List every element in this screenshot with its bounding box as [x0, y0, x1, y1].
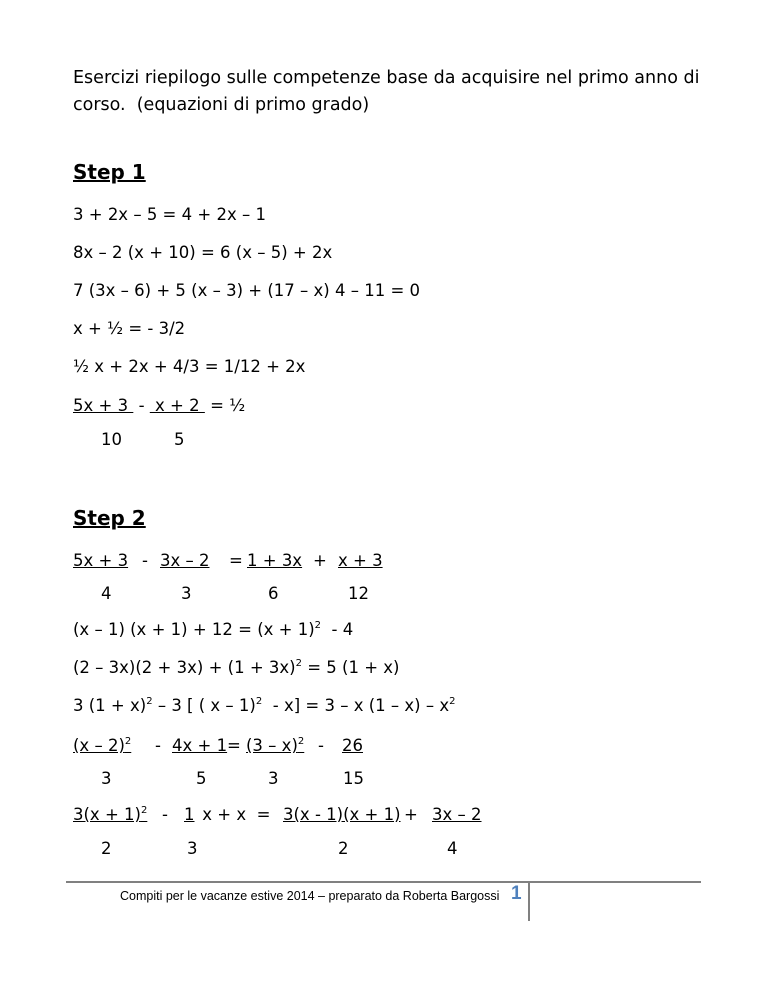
fraction-half: ½	[73, 357, 89, 376]
numerator: x + 3	[338, 551, 383, 570]
denominator: 2	[338, 839, 349, 858]
numerator: 26	[342, 736, 363, 755]
numerator: x + 2	[149, 396, 205, 415]
operator: +	[313, 551, 327, 570]
operator: -	[133, 396, 150, 415]
operator: -	[155, 736, 161, 755]
exponent: 2	[140, 805, 148, 816]
denominator: 5	[174, 430, 185, 449]
step2-equation-2	[73, 620, 353, 639]
exponent: 2	[297, 736, 305, 747]
exponent: 2	[146, 696, 153, 707]
numerator	[246, 736, 304, 755]
denominator: 10	[101, 430, 122, 449]
eq-text: x + x =	[197, 805, 271, 824]
eq-text: – 3 [ ( x – 1)	[152, 696, 256, 715]
equals-sign: =	[204, 396, 230, 415]
eq-text: - x] = 3 – x (1 – x) – x	[262, 696, 450, 715]
denominator: 2	[101, 839, 112, 858]
exponent: 2	[124, 736, 132, 747]
exponent: 2	[449, 696, 456, 707]
numerator: 5x + 3	[73, 396, 134, 415]
numerator: 4x + 1	[172, 736, 228, 755]
denominator: 4	[447, 839, 458, 858]
eq-text: (x – 2)	[73, 736, 125, 755]
footer-vertical-divider	[528, 881, 530, 921]
operator: -	[162, 805, 168, 824]
eq-text: (2 – 3x)(2 + 3x) + (1 + 3x)	[73, 658, 296, 677]
intro-line-1: Esercizi riepilogo sulle competenze base da acquisire nel primo anno di	[73, 68, 700, 88]
step1-equation-1: 3 + 2x – 5 = 4 + 2x – 1	[73, 205, 266, 224]
step1-equation-6	[73, 396, 245, 415]
eq-text: 3(x + 1)	[73, 805, 141, 824]
denominator: 3	[101, 769, 112, 788]
numerator	[73, 805, 147, 824]
denominator: 12	[348, 584, 369, 603]
step2-equation-3	[73, 658, 399, 677]
step1-equation-3: 7 (3x – 6) + 5 (x – 3) + (17 – x) 4 – 11 = 0	[73, 281, 421, 300]
numerator: 3(x - 1)(x + 1)	[283, 805, 401, 824]
eq-text: (x – 1) (x + 1) + 12 = (x + 1)	[73, 620, 315, 639]
denominator: 15	[343, 769, 364, 788]
step1-heading: Step 1	[73, 160, 146, 184]
numerator: 3x – 2	[160, 551, 210, 570]
fraction-half: ½	[229, 396, 246, 415]
numerator	[73, 736, 131, 755]
equals-sign: =	[227, 736, 241, 755]
step1-equation-2: 8x – 2 (x + 10) = 6 (x – 5) + 2x	[73, 243, 333, 262]
eq-text: = 5 (1 + x)	[301, 658, 400, 677]
numerator: 1	[184, 805, 195, 824]
step2-heading: Step 2	[73, 506, 146, 530]
fraction-half: ½	[107, 319, 124, 338]
footer-text: Compiti per le vacanze estive 2014 – preparato da Roberta Bargossi	[120, 889, 500, 903]
denominator: 3	[181, 584, 192, 603]
step1-equation-4	[73, 319, 185, 338]
numerator: 5x + 3	[73, 551, 129, 570]
eq-text: (3 – x)	[246, 736, 298, 755]
step2-equation-4	[73, 696, 455, 715]
exponent: 2	[255, 696, 263, 707]
intro-line-2: corso. (equazioni di primo grado)	[73, 95, 370, 115]
denominator: 4	[101, 584, 112, 603]
eq-text: = - 3/2	[123, 319, 186, 338]
step1-equation-5	[73, 357, 305, 376]
eq-text: x +	[73, 319, 108, 338]
eq-text: - 4	[321, 620, 354, 639]
exponent: 2	[314, 620, 322, 631]
eq-text: 3 (1 + x)	[73, 696, 147, 715]
denominator: 3	[187, 839, 198, 858]
denominator: 3	[268, 769, 279, 788]
denominator: 6	[268, 584, 279, 603]
eq-text: x + 2x + 4/3 = 1/12 + 2x	[89, 357, 306, 376]
numerator: 3x – 2	[432, 805, 482, 824]
numerator: 1 + 3x	[247, 551, 303, 570]
footer-divider	[66, 881, 701, 883]
exponent: 2	[295, 658, 302, 669]
denominator: 5	[196, 769, 207, 788]
operator: +	[404, 805, 418, 824]
operator: -	[142, 551, 148, 570]
equals-sign: =	[229, 551, 243, 570]
page-number: 1	[511, 883, 522, 904]
operator: -	[318, 736, 324, 755]
